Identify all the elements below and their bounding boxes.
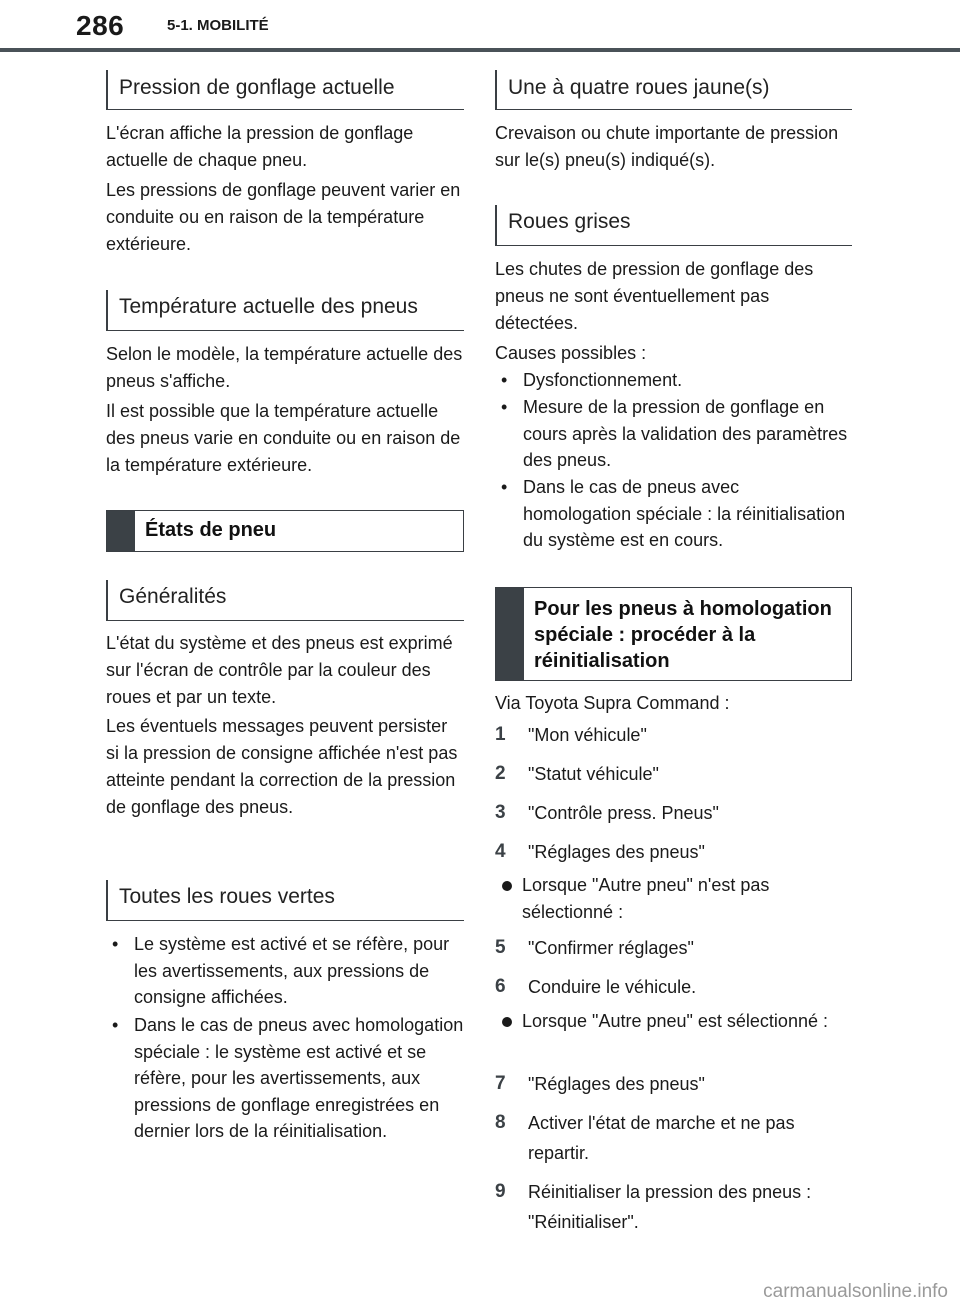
paragraph: Les éventuels messages peuvent persister si la pression de consigne affichée n'est pas atteinte pendant la correction de la pression de gonflage des pneus. bbox=[106, 716, 458, 817]
paragraph: Via Toyota Supra Command : bbox=[495, 693, 730, 713]
list-item bbox=[495, 394, 852, 474]
bullet-dot bbox=[502, 1017, 512, 1027]
subheading-text: Généralités bbox=[119, 585, 227, 608]
paragraph: L'écran affiche la pression de gonflage actuelle de chaque pneu. bbox=[106, 123, 414, 170]
list-item bbox=[106, 1012, 464, 1145]
subheading-text: Température actuelle des pneus bbox=[119, 295, 418, 318]
header-rule bbox=[0, 48, 960, 52]
subheading-text: Une à quatre roues jaune(s) bbox=[508, 76, 770, 99]
step-number: 5 bbox=[495, 937, 506, 958]
subheading-current-temperature bbox=[106, 290, 464, 331]
step-text: "Réglages des pneus" bbox=[528, 842, 705, 862]
step-text: Activer l'état de marche et ne pas repartir. bbox=[528, 1113, 795, 1163]
step-text: "Contrôle press. Pneus" bbox=[528, 803, 719, 823]
paragraph: Les chutes de pression de gonflage des pneus ne sont éventuellement pas détectées. bbox=[495, 259, 814, 333]
step-item bbox=[495, 972, 852, 1002]
list-item-text: Dysfonctionnement. bbox=[523, 370, 683, 390]
step-number: 9 bbox=[495, 1181, 506, 1202]
bullet-mark: • bbox=[112, 934, 119, 954]
subheading-current-pressure bbox=[106, 70, 464, 110]
step-item bbox=[495, 720, 852, 750]
subheading-all-wheels-green bbox=[106, 880, 464, 921]
step-text: "Statut véhicule" bbox=[528, 764, 659, 784]
step-number: 7 bbox=[495, 1073, 506, 1094]
paragraph: Les pressions de gonflage peuvent varier en conduite ou en raison de la température extérieure. bbox=[106, 180, 461, 254]
subheading-text: Roues grises bbox=[508, 210, 631, 233]
bullet-mark: • bbox=[112, 1015, 119, 1035]
section-title: États de pneu bbox=[145, 519, 277, 541]
list-item-text: Dans le cas de pneus avec homologation spéciale : le système est activé et se réfère, pour les avertissements, aux pressions de gonflage enregistrées en dernier lors de la réinitialisation. bbox=[134, 1015, 464, 1142]
watermark: carmanualsonline.info bbox=[763, 1281, 948, 1302]
list-item-text: Le système est activé et se réfère, pour les avertissements, aux pressions de consigne affichées. bbox=[134, 934, 450, 1008]
step-item bbox=[495, 837, 852, 867]
list-item bbox=[106, 931, 464, 1011]
step-number: 3 bbox=[495, 802, 506, 823]
subheading-yellow-wheels bbox=[495, 70, 852, 110]
step-item bbox=[495, 1108, 852, 1168]
page-number: 286 bbox=[76, 10, 125, 41]
step-number: 1 bbox=[495, 724, 506, 745]
step-text: "Confirmer réglages" bbox=[528, 938, 694, 958]
step-text: "Mon véhicule" bbox=[528, 725, 647, 745]
paragraph: Causes possibles : bbox=[495, 343, 647, 363]
subheading-grey-wheels bbox=[495, 205, 852, 246]
list-item-text: Mesure de la pression de gonflage en cours après la validation des paramètres des pneus. bbox=[523, 397, 848, 471]
condition-text: Lorsque "Autre pneu" n'est pas sélectionné : bbox=[522, 875, 770, 922]
list-item bbox=[495, 367, 852, 394]
bullet-mark: • bbox=[501, 477, 508, 497]
section-bar bbox=[496, 588, 524, 680]
bullet-mark: • bbox=[501, 370, 508, 390]
condition-text: Lorsque "Autre pneu" est sélectionné : bbox=[522, 1011, 828, 1031]
step-number: 4 bbox=[495, 841, 506, 862]
step-number: 8 bbox=[495, 1112, 506, 1133]
section-bar bbox=[107, 511, 135, 551]
step-item bbox=[495, 798, 852, 828]
step-item bbox=[495, 1069, 852, 1099]
paragraph: Il est possible que la température actuelle des pneus varie en conduite ou en raison de la température extérieure. bbox=[106, 401, 461, 475]
bullet-mark: • bbox=[501, 397, 508, 417]
step-item bbox=[495, 1177, 852, 1237]
paragraph: Selon le modèle, la température actuelle des pneus s'affiche. bbox=[106, 344, 463, 391]
section-heading-tire-states bbox=[106, 510, 464, 552]
subheading-text: Pression de gonflage actuelle bbox=[119, 76, 395, 99]
step-number: 2 bbox=[495, 763, 506, 784]
step-text: Conduire le véhicule. bbox=[528, 977, 697, 997]
step-item bbox=[495, 933, 852, 963]
paragraph: L'état du système et des pneus est exprimé sur l'écran de contrôle par la couleur des roues et par un texte. bbox=[106, 633, 453, 707]
step-text: Réinitialiser la pression des pneus : "Réinitialiser". bbox=[528, 1182, 812, 1232]
step-item bbox=[495, 759, 852, 789]
section-title: Pour les pneus à homologation spéciale : procéder à la réinitialisation bbox=[534, 598, 832, 672]
condition-item bbox=[495, 872, 852, 926]
section-heading-reinitialisation bbox=[495, 587, 852, 681]
subheading-text: Toutes les roues vertes bbox=[119, 885, 335, 908]
bullet-dot bbox=[502, 881, 512, 891]
list-item-text: Dans le cas de pneus avec homologation spéciale : la réinitialisation du système est en cours. bbox=[523, 477, 846, 551]
chapter-title: 5-1. MOBILITÉ bbox=[167, 17, 269, 34]
list-item bbox=[495, 474, 852, 554]
condition-item bbox=[495, 1008, 852, 1035]
step-text: "Réglages des pneus" bbox=[528, 1074, 705, 1094]
step-number: 6 bbox=[495, 976, 506, 997]
paragraph: Crevaison ou chute importante de pression sur le(s) pneu(s) indiqué(s). bbox=[495, 123, 839, 170]
subheading-general bbox=[106, 580, 464, 621]
page-header bbox=[0, 0, 960, 52]
